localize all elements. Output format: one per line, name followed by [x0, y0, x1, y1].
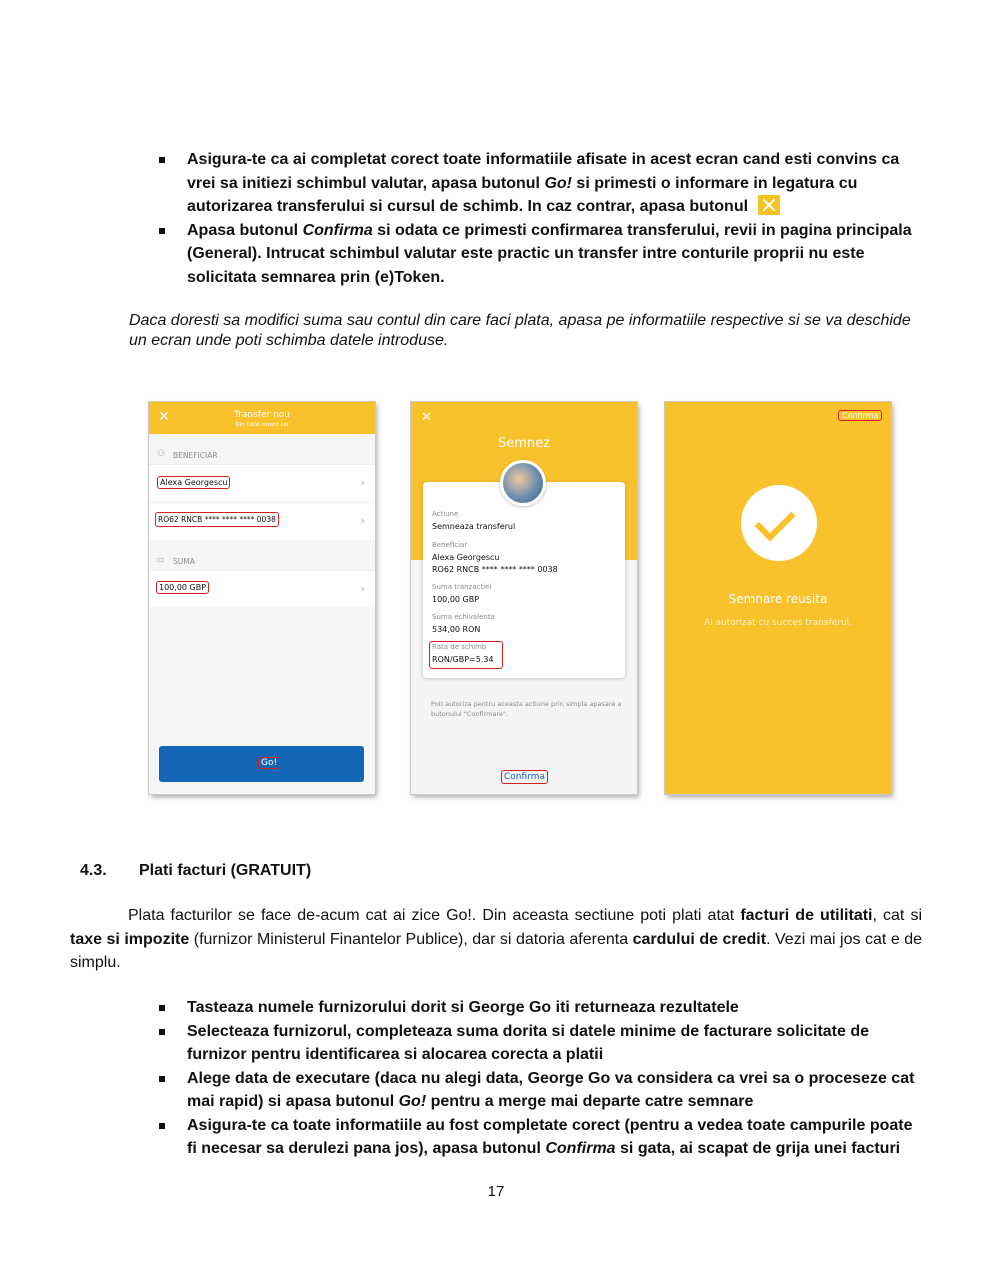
- screenshot-transfer-nou: [149, 402, 375, 794]
- close-icon[interactable]: ✕: [421, 410, 432, 425]
- list-item: [159, 148, 929, 219]
- bold-card: cardului de credit: [632, 930, 767, 948]
- list-item: [159, 1067, 919, 1114]
- bullet-icon: [159, 1123, 165, 1129]
- suma-section: [149, 540, 375, 570]
- go-emphasis: Go!: [544, 174, 572, 192]
- list-text: Tasteaza numele furnizorului dorit si George Go iti returneaza rezultatele: [187, 999, 739, 1016]
- success-title: Semnare reusita: [728, 592, 828, 606]
- amount-row[interactable]: [149, 570, 375, 608]
- beneficiar-iban-row[interactable]: [149, 502, 375, 540]
- chevron-right-icon: ›: [360, 476, 365, 489]
- rata-value: RON/GBP=5.34: [432, 655, 494, 664]
- bullet-icon: [159, 1029, 165, 1035]
- avatar: [500, 460, 546, 506]
- header-subtitle: Din Cont curent Lei: [235, 422, 289, 428]
- actiune-label: Actiune: [432, 510, 459, 518]
- actiune-value: Semneaza transferul: [432, 522, 516, 531]
- suma-value: 100,00 GBP: [432, 595, 480, 604]
- para-text: (furnizor Ministerul Finantelor Publice), dar si datoria aferenta: [189, 930, 633, 948]
- list-text: Alege data de executare (daca nu alegi data, George Go va considera ca vrei sa o proceseze cat mai rapid) si apasa butonul: [187, 1069, 915, 1110]
- bullet-icon: [159, 1076, 165, 1082]
- note-italic: Daca doresti sa modifici suma sau contul din care faci plata, apasa pe informatiile respective si se va deschide un ecran unde poti schimba datele introduse.: [129, 312, 911, 349]
- go-label: Go!: [258, 757, 280, 769]
- bold-taxe: taxe si impozite: [70, 930, 190, 948]
- echivalenta-label: Suma echivalenta: [432, 613, 495, 621]
- confirma-button[interactable]: Confirma: [501, 770, 548, 784]
- bold-scroll-note: pentru a vedea toate campurile poate fi necesar sa derulezi pana jos: [187, 1116, 913, 1157]
- section-title: Plati facturi (GRATUIT): [139, 862, 312, 879]
- section-number: 4.3.: [80, 862, 107, 879]
- go-button[interactable]: [159, 746, 364, 782]
- para-text: . Vezi mai jos cat e de simplu.: [70, 930, 923, 971]
- chevron-right-icon: ›: [360, 514, 365, 527]
- beneficiar-name: Alexa Georgescu: [157, 476, 230, 489]
- bold-utilitati: facturi de utilitati: [740, 907, 873, 924]
- list-text: Apasa butonul: [187, 221, 303, 239]
- chevron-right-icon: ›: [360, 582, 365, 595]
- beneficiar-iban: RO62 RNCB **** **** **** 0038: [155, 512, 279, 527]
- person-icon: ⚇: [157, 449, 166, 459]
- intro-paragraph: [70, 904, 922, 975]
- beneficiar-label: BENEFICIAR: [173, 451, 218, 460]
- bullet-icon: [159, 157, 165, 163]
- list-item: [159, 219, 929, 290]
- success-subtitle: Ai autorizat cu succes transferul.: [703, 618, 853, 628]
- list-text: si primesti o informare in legatura cu autorizarea transferului si cursul de schimb. In caz contrar, apasa butonul: [187, 174, 858, 215]
- semnez-title: Semnez: [498, 436, 550, 451]
- go-emphasis: Go!: [398, 1093, 427, 1110]
- list-item: [159, 1114, 919, 1161]
- bullet-list-facturi: [159, 996, 919, 1161]
- bullet-icon: [159, 1005, 165, 1011]
- money-icon: ▭: [157, 555, 165, 564]
- amount-value: 100,00 GBP: [156, 581, 209, 594]
- confirma-emphasis: Confirma: [545, 1140, 616, 1157]
- bullet-icon: [159, 228, 165, 234]
- confirma-button[interactable]: Confirma: [838, 410, 882, 421]
- header-title: Transfer nou: [234, 410, 290, 420]
- list-text: Asigura-te ca toate informatiile au fost completate corect (: [187, 1116, 630, 1134]
- list-text: si odata ce primesti confirmarea transferului, revii in pagina principala (General). Intrucat schimbul valutar este practic un transfer intre conturile proprii nu este solicitata semnarea prin (e)Token.: [187, 221, 912, 286]
- list-item: [159, 996, 919, 1020]
- list-text: ), apasa butonul: [418, 1140, 546, 1157]
- list-text: Asigura-te ca ai completat corect toate informatiile afisate in acest ecran cand esti convins ca vrei sa initiezi schimbul valutar, apasa butonul: [187, 151, 900, 192]
- close-icon[interactable]: ✕: [158, 409, 170, 425]
- list-text: pentru a merge mai departe catre semnare: [426, 1093, 754, 1110]
- rata-label: Rata de schimb: [432, 643, 487, 651]
- footer-note: Poti autoriza pentru aceasta actiune prin simpla apasare a butonului "Confirmare".: [431, 700, 622, 718]
- screenshot-semnare-reusita: [665, 402, 891, 794]
- suma-label: Suma tranzactiei: [432, 583, 492, 591]
- bullet-list-exchange: [159, 148, 929, 289]
- exchange-rate-box: [429, 641, 503, 669]
- para-text: , cat si: [872, 907, 922, 924]
- beneficiar-name-row[interactable]: [149, 464, 375, 502]
- beneficiar-name: Alexa Georgescu: [432, 553, 500, 562]
- list-item: [159, 1020, 919, 1067]
- echivalenta-value: 534,00 RON: [432, 625, 481, 634]
- signing-card: [423, 482, 625, 678]
- beneficiar-label: Beneficiar: [432, 541, 468, 549]
- confirma-emphasis: Confirma: [302, 221, 373, 239]
- app-header: [149, 402, 375, 434]
- list-text: si gata, ai scapat de grija unei facturi: [615, 1140, 901, 1157]
- beneficiar-iban: RO62 RNCB **** **** **** 0038: [432, 565, 558, 574]
- success-check-icon: [741, 485, 817, 561]
- page-number: 17: [487, 1183, 505, 1200]
- list-text: Selecteaza furnizorul, completeaza suma dorita si datele minime de facturare solicitate de furnizor pentru identificarea si alocarea corecta a platii: [187, 1022, 870, 1063]
- para-text: Plata facturilor se face de-acum cat ai zice Go!. Din aceasta sectiune poti plati atat: [128, 907, 741, 924]
- close-x-icon: [758, 195, 780, 215]
- suma-label: SUMA: [173, 557, 195, 566]
- screenshot-semnez: [411, 402, 637, 794]
